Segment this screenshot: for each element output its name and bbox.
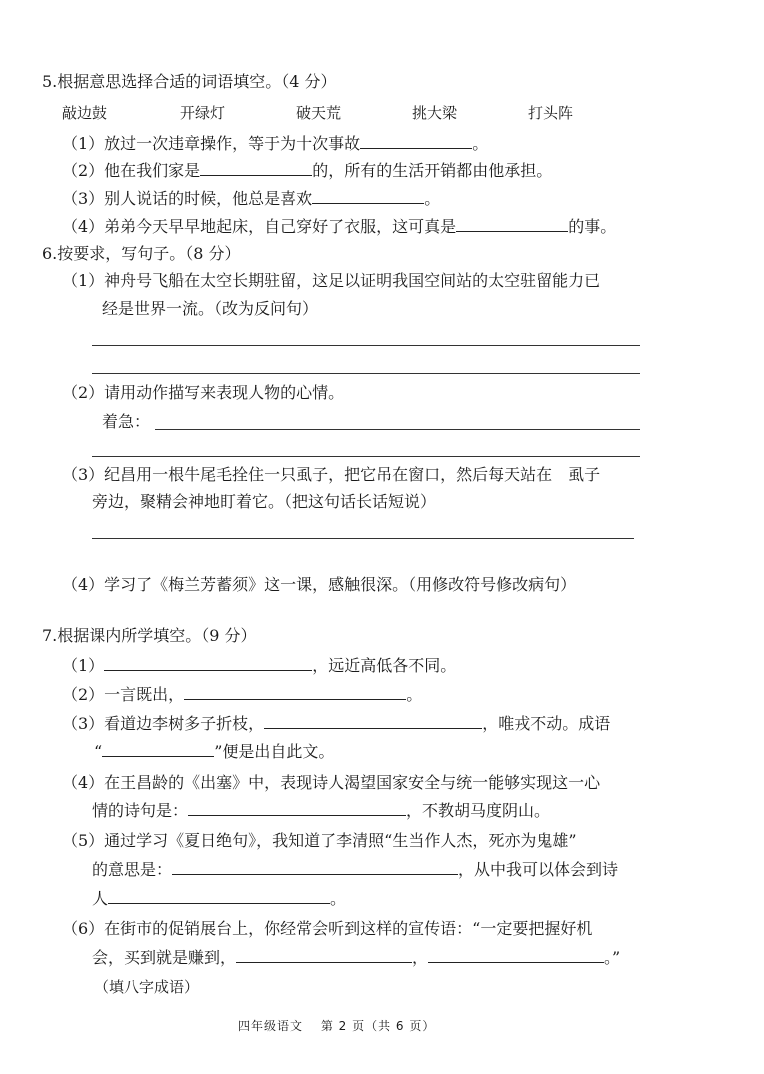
q6-item3-line2: 旁边，聚精会神地盯着它。（把这句话长话短说） [92, 492, 437, 511]
q5-option-3: 破天荒 [296, 104, 342, 122]
answer-line[interactable] [92, 345, 640, 346]
q5-option-2: 开绿灯 [180, 104, 226, 122]
q7-blank-6a[interactable] [236, 948, 412, 963]
q7-item-5-line1: （5）通过学习《夏日绝句》，我知道了李清照“生当作人杰，死亦为鬼雄” [62, 831, 577, 850]
page-footer: 四年级语文 第 2 页（共 6 页） [238, 1019, 436, 1033]
q7-item-3-line2: “ ”便是出自此文。 [94, 742, 335, 761]
q7-item-4-line2: 情的诗句是： ，不教胡马度阴山。 [92, 801, 551, 820]
q7-item-3: （3）看道边李树多子折枝， ，唯戎不动。成语 [62, 714, 611, 733]
q7-blank-1[interactable] [104, 656, 312, 671]
answer-line[interactable] [92, 456, 640, 457]
q7-item-2: （2）一言既出， 。 [62, 685, 423, 704]
answer-line[interactable] [92, 538, 634, 539]
q5-blank-3[interactable] [312, 189, 424, 204]
q7-item-5-line3: 人 。 [92, 889, 347, 908]
q7-blank-4[interactable] [188, 801, 406, 816]
q7-blank-3[interactable] [264, 714, 482, 729]
q7-item-6-hint: （填八字成语） [94, 978, 200, 996]
q7-item-5-line2: 的意思是： ，从中我可以体会到诗 [92, 860, 619, 879]
q5-option-4: 挑大梁 [412, 104, 458, 122]
q6-item1-line2: 经是世界一流。（改为反问句） [102, 299, 319, 318]
q6-item3-line1: （3）纪昌用一根牛尾毛拴住一只虱子，把它吊在窗口，然后每天站在 虱子 [62, 465, 601, 484]
q7-item-6-line2: 会，买到就是赚到， ， 。” [92, 948, 621, 967]
q6-title: 6.按要求，写句子。（8 分） [42, 244, 241, 263]
q5-item-2: （2）他在我们家是 的，所有的生活开销都由他承担。 [62, 161, 553, 180]
q6-item1-line1: （1）神舟号飞船在太空长期驻留，这足以证明我国空间站的太空驻留能力已 [62, 271, 601, 290]
q6-item2-label: 着急： [102, 412, 151, 431]
q6-item4: （4）学习了《梅兰芳蓄须》这一课，感触很深。（用修改符号修改病句） [62, 575, 577, 594]
q7-item-1: （1） ，远近高低各不同。 [62, 656, 457, 675]
q7-blank-5a[interactable] [172, 860, 458, 875]
q7-blank-idiom[interactable] [102, 742, 214, 757]
q7-blank-2[interactable] [184, 685, 406, 700]
answer-line[interactable] [92, 373, 640, 374]
q5-blank-1[interactable] [360, 134, 472, 149]
q5-option-5: 打头阵 [528, 104, 574, 122]
q6-item2: （2）请用动作描写来表现人物的心情。 [62, 383, 345, 402]
q5-item-3: （3）别人说话的时候，他总是喜欢 。 [62, 189, 441, 208]
q5-title: 5.根据意思选择合适的词语填空。（4 分） [42, 72, 337, 91]
q7-blank-5b[interactable] [108, 889, 330, 904]
q7-blank-6b[interactable] [428, 948, 604, 963]
q5-item-1: （1）放过一次违章操作，等于为十次事故 。 [62, 134, 489, 153]
q7-item-4-line1: （4）在王昌龄的《出塞》中，表现诗人渴望国家安全与统一能够实现这一心 [62, 773, 601, 792]
q5-blank-4[interactable] [456, 217, 568, 232]
q5-item-4: （4）弟弟今天早早地起床，自己穿好了衣服，这可真是 的事。 [62, 217, 617, 236]
q5-blank-2[interactable] [200, 161, 312, 176]
q7-item-6-line1: （6）在街市的促销展台上，你经常会听到这样的宣传语：“一定要把握好机 [62, 919, 593, 938]
answer-line[interactable] [155, 429, 640, 430]
q7-title: 7.根据课内所学填空。（9 分） [42, 626, 257, 645]
q5-option-1: 敲边鼓 [62, 104, 108, 122]
